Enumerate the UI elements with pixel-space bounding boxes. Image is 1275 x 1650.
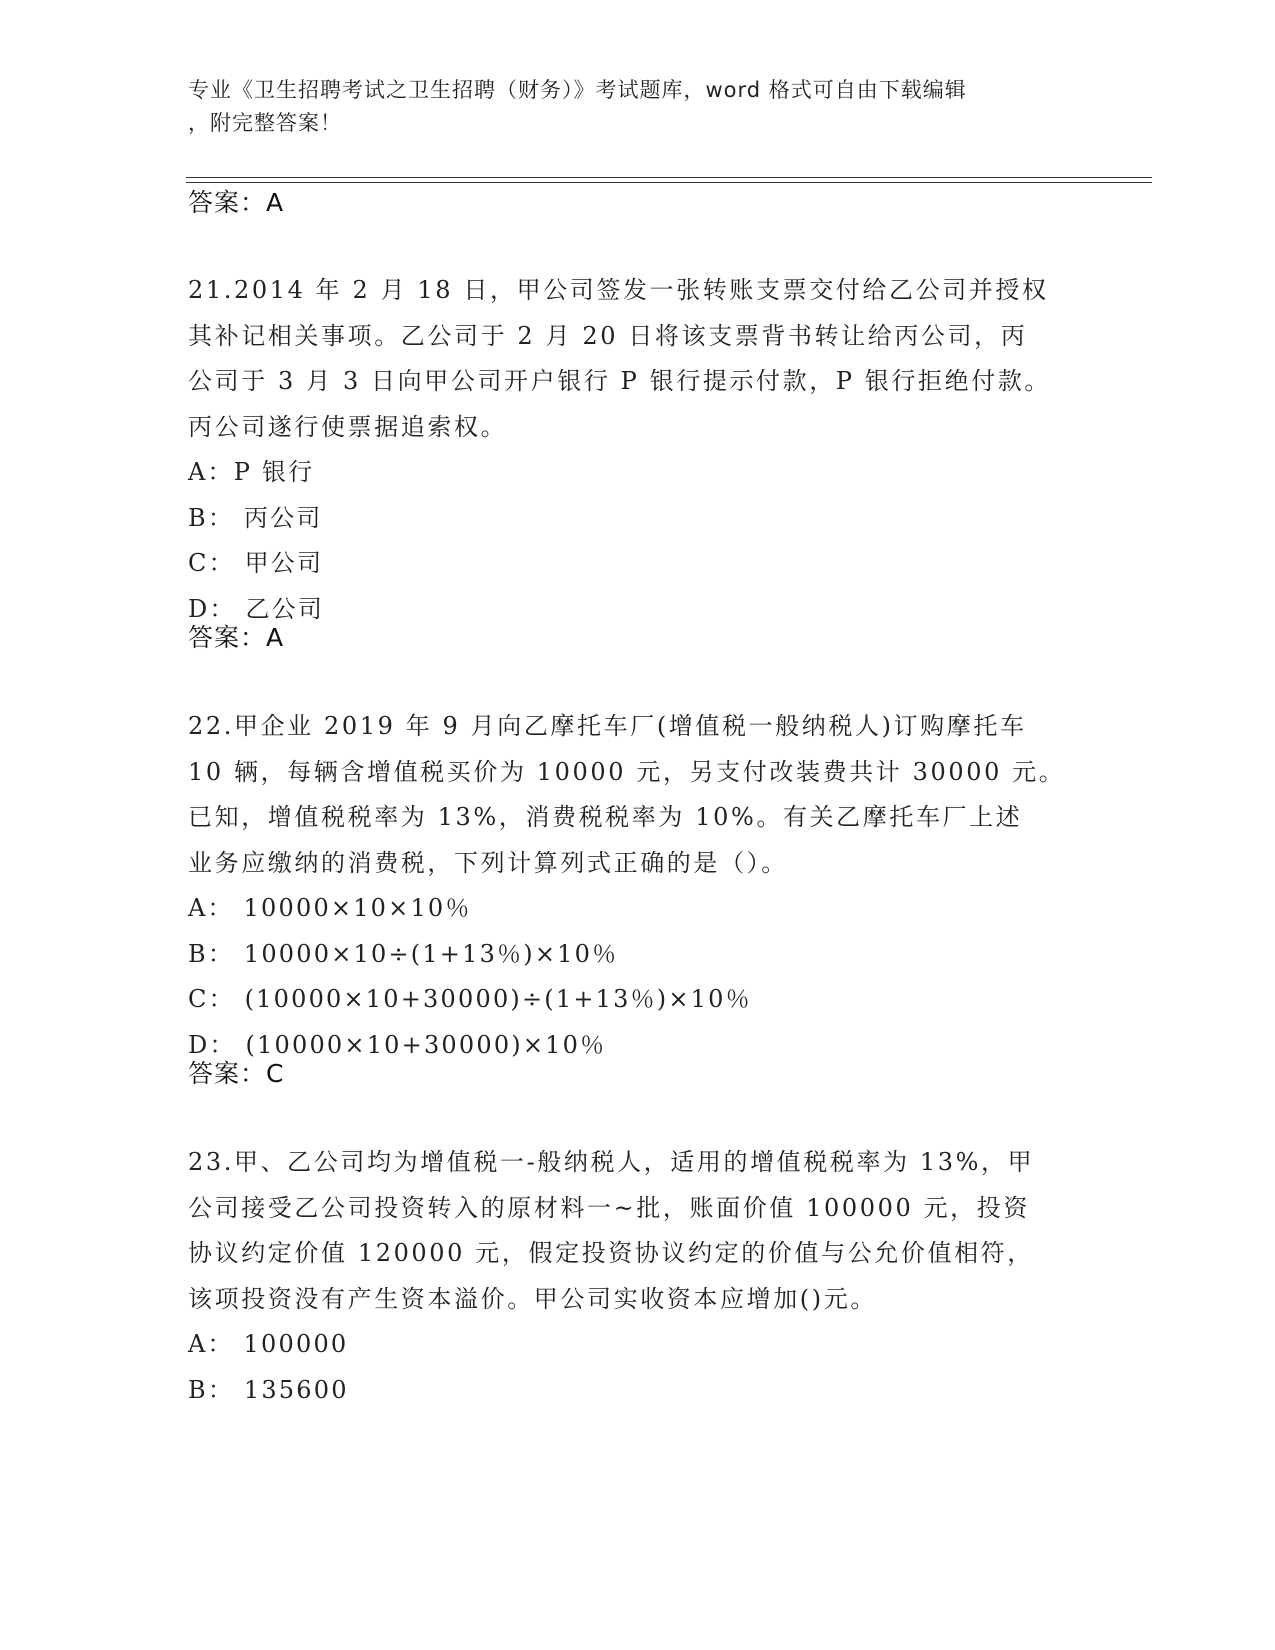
- question-22-line-3: 已知，增值税税率为 13%，消费税税率为 10%。有关乙摩托车厂上述: [188, 803, 1023, 831]
- question-23-option-b: B： 135600: [188, 1375, 349, 1404]
- header-line-1: 专业《卫生招聘考试之卫生招聘（财务）》考试题库，word 格式可自由下载编辑: [188, 78, 967, 102]
- question-22-option-a: A： 10000×10×10％: [188, 894, 472, 922]
- question-22: [188, 704, 1088, 1068]
- question-22-answer: 答案：C: [188, 1059, 285, 1088]
- question-21-option-c: C： 甲公司: [188, 549, 324, 577]
- question-23-line-2: 公司接受乙公司投资转入的原材料一~批，账面价值 100000 元，投资: [188, 1193, 1030, 1222]
- question-22-line-2: 10 辆，每辆含增值税买价为 10000 元，另支付改装费共计 30000 元。: [188, 757, 1066, 786]
- question-22-line-1: 22.甲企业 2019 年 9 月向乙摩托车厂(增值税一般纳税人)订购摩托车: [188, 712, 1027, 740]
- question-23-option-a: A： 100000: [188, 1330, 349, 1358]
- page-header: [188, 74, 1088, 140]
- question-22-option-c: C： (10000×10+30000)÷(1+13％)×10％: [188, 985, 752, 1013]
- question-21-line-1: 21.2014 年 2 月 18 日，甲公司签发一张转账支票交付给乙公司并授权: [188, 276, 1049, 304]
- question-21-line-2: 其补记相关事项。乙公司于 2 月 20 日将该支票背书转让给丙公司，丙: [188, 321, 1028, 350]
- question-21-line-3: 公司于 3 月 3 日向甲公司开户银行 P 银行提示付款，P 银行拒绝付款。: [188, 367, 1052, 395]
- header-rule-top: [186, 177, 1152, 178]
- question-21-option-d: D： 乙公司: [188, 594, 325, 623]
- question-23: [188, 1140, 1088, 1413]
- question-21-option-b: B： 丙公司: [188, 503, 323, 532]
- previous-answer: 答案：A: [188, 188, 285, 217]
- header-rule-bottom: [186, 182, 1152, 183]
- question-21-line-4: 丙公司遂行使票据追索权。: [188, 412, 508, 441]
- question-21: [188, 268, 1088, 632]
- question-22-option-d: D： (10000×10+30000)×10％: [188, 1030, 607, 1059]
- question-23-line-4: 该项投资没有产生资本溢价。甲公司实收资本应增加()元。: [188, 1284, 877, 1313]
- question-22-line-4: 业务应缴纳的消费税，下列计算列式正确的是（）。: [188, 848, 788, 877]
- question-23-line-3: 协议约定价值 120000 元，假定投资协议约定的价值与公允价值相符，: [188, 1239, 1034, 1267]
- question-21-answer: 答案：A: [188, 623, 285, 652]
- header-line-2: ，附完整答案！: [188, 111, 342, 135]
- question-21-option-a: A：P 银行: [188, 458, 315, 486]
- question-23-line-1: 23.甲、乙公司均为增值税一-般纳税人，适用的增值税税率为 13%，甲: [188, 1148, 1035, 1176]
- question-22-option-b: B： 10000×10÷(1+13％)×10％: [188, 939, 619, 968]
